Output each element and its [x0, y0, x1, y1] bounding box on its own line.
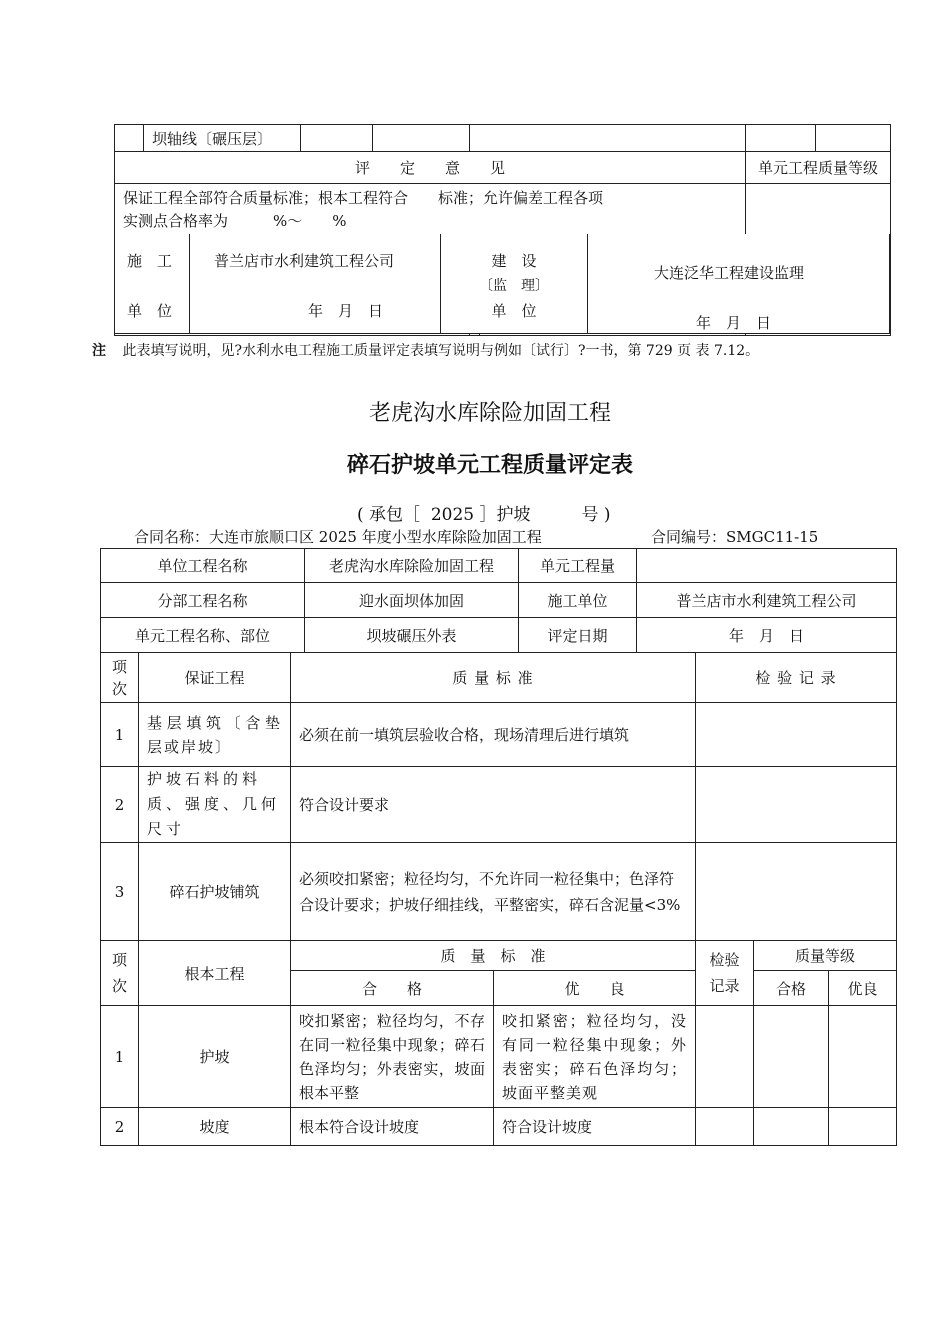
- grade-value: [746, 184, 891, 236]
- supervisor-date: 年 月 日: [696, 314, 772, 332]
- unit-project-value: 老虎沟水库除险加固工程: [305, 549, 519, 583]
- element-quantity-value: [637, 549, 897, 583]
- col-quality-grade: 质量等级: [754, 941, 897, 971]
- col-quality-standard: 质 量 标 准: [291, 653, 696, 703]
- construction-company: 普兰店市水利建筑工程公司: [214, 252, 395, 270]
- element-quantity-label: 单元工程量: [519, 549, 637, 583]
- supervisor-company: 大连泛华工程建设监理: [654, 264, 805, 282]
- contract-number-line: ( 承包［ 2025 ］护坡 号 ): [357, 505, 611, 525]
- contract-code: 合同编号：SMGC11-15: [651, 528, 819, 546]
- col-basic-item: 根本工程: [139, 941, 291, 1006]
- col-inspection-record: 检验记录: [696, 941, 754, 1006]
- element-name-label: 单元工程名称、部位: [101, 618, 305, 653]
- col-item-no: 项次: [101, 653, 139, 703]
- table-row: 2 坡度 根本符合设计坡度 符合设计坡度: [101, 1108, 897, 1146]
- owner-unit-label: 建 设 〔监 理〕 单 位: [441, 234, 588, 334]
- supervisor-cell: [588, 234, 890, 334]
- construction-company-cell: [190, 234, 441, 334]
- note-mark: 注: [92, 343, 106, 359]
- row-label-dam-axis: 坝轴线〔碾压层〕: [144, 125, 301, 152]
- evaluation-date-value: 年 月 日: [637, 618, 897, 653]
- basic-table: [100, 940, 897, 1146]
- contractor-value: 普兰店市水利建筑工程公司: [637, 583, 897, 618]
- evaluation-text: 保证工程全部符合质量标准；根本工程符合 标准；允许偏差工程各项 实测点合格率为 %～ %: [115, 184, 746, 236]
- form-title: 碎石护坡单元工程质量评定表: [346, 453, 633, 478]
- col-pass-standard: 合 格: [291, 971, 494, 1006]
- signature-row: [114, 234, 890, 334]
- col-inspection-record: 检 验 记 录: [696, 653, 897, 703]
- evaluation-date-label: 评定日期: [519, 618, 637, 653]
- division-value: 迎水面坝体加固: [305, 583, 519, 618]
- col-guarantee-item: 保证工程: [139, 653, 291, 703]
- evaluation-header: 评 定 意 见: [115, 152, 746, 184]
- table-row: 1 基层填筑〔含垫层或岸坡〕 必须在前一填筑层验收合格，现场清理后进行填筑: [101, 703, 897, 767]
- blank-cell: [115, 125, 144, 152]
- note-text: 此表填写说明，见?水利水电工程施工质量评定表填写说明与例如〔试行〕?一书，第 729 页 表 7.12。: [122, 343, 760, 359]
- table-row: 3 碎石护坡铺筑 必须咬扣紧密；粒径均匀，不允许同一粒径集中；色泽符合设计要求；护坡仔细挂线，平整密实，碎石含泥量<3%: [101, 843, 897, 941]
- col-grade-pass: 合格: [754, 971, 829, 1006]
- info-table: [100, 548, 897, 653]
- col-good-standard: 优 良: [494, 971, 696, 1006]
- construction-date: 年 月 日: [308, 302, 384, 320]
- table-row: 1 护坡 咬扣紧密；粒径均匀，不存在同一粒径集中现象；碎石色泽均匀；外表密实，坡面根本平整 咬扣紧密；粒径均匀，没有同一粒径集中现象；外表密实；碎石色泽均匀；坡面平整美观: [101, 1006, 897, 1108]
- grade-header: 单元工程质量等级: [746, 152, 891, 184]
- table-row: 2 护坡石料的料质、强度、几何尺寸 符合设计要求: [101, 767, 897, 843]
- division-label: 分部工程名称: [101, 583, 305, 618]
- col-grade-good: 优良: [829, 971, 897, 1006]
- col-item-no: 项次: [101, 941, 139, 1006]
- col-quality-standard: 质 量 标 准: [291, 941, 696, 971]
- unit-project-label: 单位工程名称: [101, 549, 305, 583]
- note: [92, 340, 759, 360]
- element-name-value: 坝坡碾压外表: [305, 618, 519, 653]
- guarantee-table: [100, 652, 897, 941]
- project-title: 老虎沟水库除险加固工程: [368, 401, 611, 426]
- contract-name: 合同名称：大连市旅顺口区 2025 年度小型水库除险加固工程: [134, 528, 542, 546]
- construction-unit-label: 施 工 单 位: [114, 234, 190, 334]
- contractor-label: 施工单位: [519, 583, 637, 618]
